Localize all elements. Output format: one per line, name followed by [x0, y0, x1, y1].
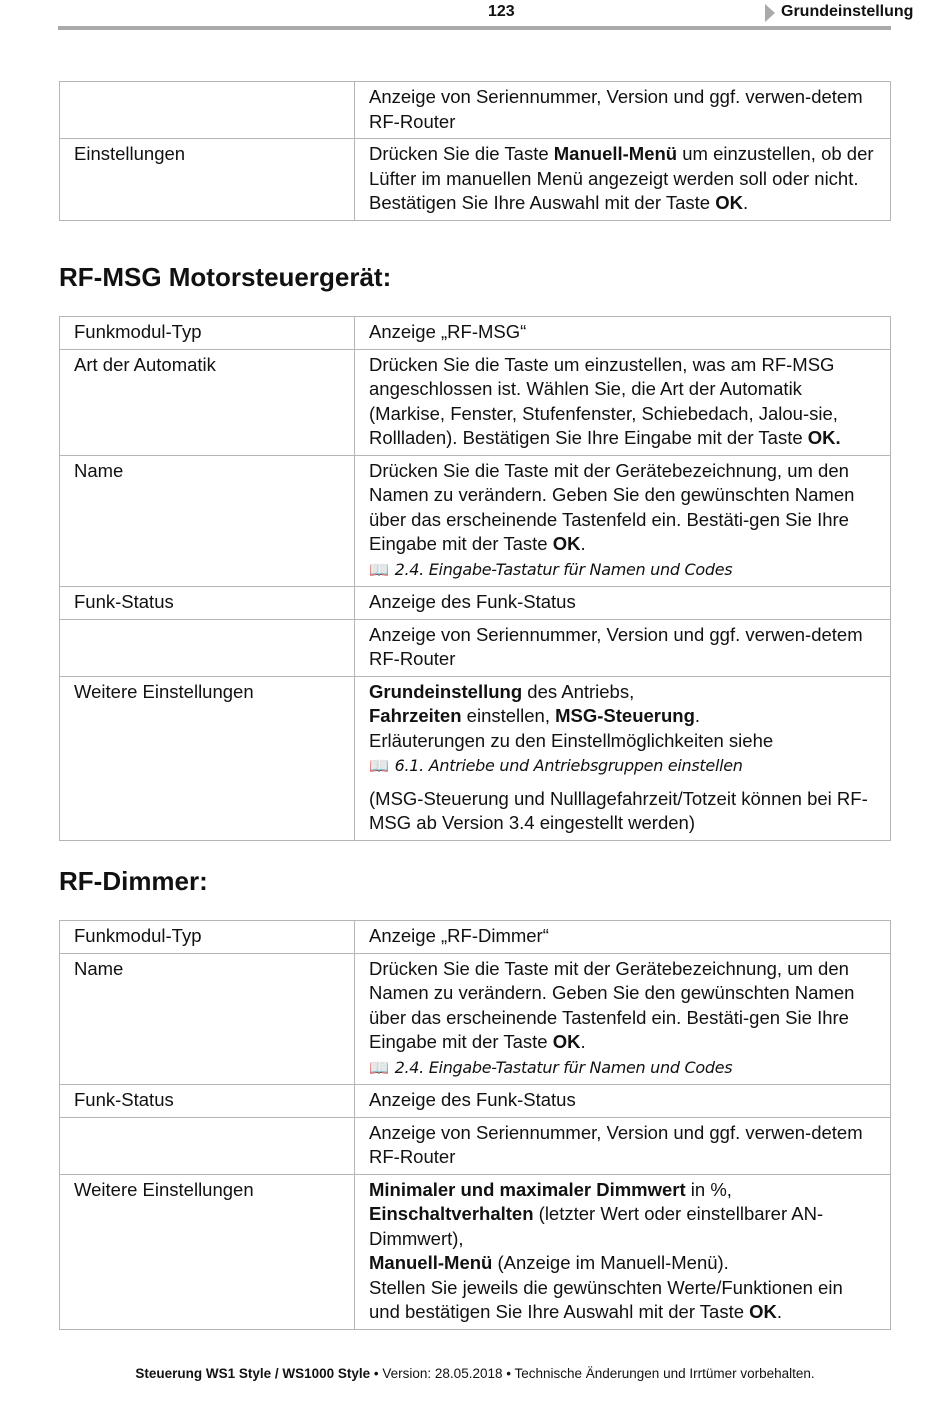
table-rf-msg — [59, 316, 891, 841]
term-manuell-menu: Manuell-Menü — [369, 1252, 493, 1273]
row-value: Anzeige des Funk-Status — [355, 1085, 891, 1118]
heading-rf-msg: RF-MSG Motorsteuergerät: — [59, 262, 392, 292]
row-label: Funkmodul-Typ — [60, 921, 355, 954]
table-row — [60, 1117, 891, 1174]
value-text: . — [694, 705, 701, 726]
row-value: Anzeige des Funk-Status — [355, 587, 891, 620]
book-icon: 📖 — [369, 756, 389, 775]
key-manuell-menu: Manuell-Menü — [553, 143, 678, 164]
footer-product: Steuerung WS1 Style / WS1000 Style — [135, 1366, 371, 1381]
row-label: Funk-Status — [60, 587, 355, 620]
value-text: in %, — [685, 1178, 732, 1200]
value-text: einstellen, — [461, 705, 556, 726]
value-text: (Anzeige im Manuell-Menü). — [492, 1252, 729, 1273]
table-row — [60, 139, 891, 221]
table-top — [59, 81, 891, 221]
book-icon: 📖 — [369, 1057, 389, 1077]
section-title — [763, 3, 913, 21]
term-grundeinstellung: Grundeinstellung — [369, 680, 523, 702]
heading-rf-dimmer: RF-Dimmer: — [59, 866, 208, 896]
value-text: . — [776, 1301, 783, 1322]
value-text: . — [580, 1031, 586, 1052]
cross-reference[interactable] — [369, 560, 732, 579]
row-label — [60, 82, 355, 139]
value-text: . — [580, 533, 586, 554]
table-row — [60, 587, 891, 620]
table-row — [60, 349, 891, 455]
value-text: . — [742, 192, 749, 213]
row-value: Anzeige von Seriennummer, Version und ggf. verwen-detem RF-Router — [355, 619, 891, 676]
value-text: Drücken Sie die Taste um einzustellen, was am RF-MSG angeschlossen ist. Wählen Sie, die Art der Automatik (Markise, Fenster, Stufenfenster, Schiebedach, Jalou-sie, Rollladen). Bestätigen Sie Ihre Eingabe mit der Taste — [369, 353, 838, 448]
cross-reference-text: 2.4. Eingabe-Tastatur für Namen und Codes — [394, 1057, 733, 1077]
row-label: Funkmodul-Typ — [60, 317, 355, 350]
row-label: Art der Automatik — [60, 349, 355, 455]
row-value — [355, 676, 891, 840]
table-row — [60, 619, 891, 676]
version-note: (MSG-Steuerung und Nulllagefahrzeit/Totzeit können bei RF-MSG ab Version 3.4 eingestellt werden) — [369, 787, 868, 833]
row-value — [355, 1174, 891, 1329]
key-ok: OK — [552, 533, 581, 554]
row-label: Weitere Einstellungen — [60, 676, 355, 840]
row-label — [60, 619, 355, 676]
term-dimmwert: Minimaler und maximaler Dimmwert — [369, 1178, 686, 1200]
row-label: Einstellungen — [60, 139, 355, 221]
table-row — [60, 921, 891, 954]
term-fahrzeiten: Fahrzeiten — [369, 705, 462, 726]
table-row — [60, 82, 891, 139]
cross-reference[interactable] — [369, 1058, 732, 1077]
page-footer — [0, 1366, 950, 1381]
row-value — [355, 139, 891, 221]
row-label: Name — [60, 953, 355, 1085]
value-text: Erläuterungen zu den Einstellmöglichkeiten siehe — [369, 729, 774, 751]
table-row — [60, 1085, 891, 1118]
section-title-text: Grundeinstellung — [781, 3, 914, 20]
value-text: (letzter Wert oder einstellbarer AN-Dimmwert), — [369, 1203, 824, 1249]
row-value — [355, 953, 891, 1085]
value-text: Drücken Sie die Taste — [369, 143, 554, 164]
table-rf-dimmer — [59, 920, 891, 1330]
key-ok: OK — [749, 1301, 777, 1322]
triangle-icon — [765, 4, 775, 22]
table-row — [60, 317, 891, 350]
page-number: 123 — [488, 3, 515, 20]
table-row — [60, 676, 891, 840]
key-ok: OK — [552, 1031, 581, 1052]
row-value — [355, 349, 891, 455]
row-label: Weitere Einstellungen — [60, 1174, 355, 1329]
value-text: Drücken Sie die Taste mit der Gerätebezeichnung, um den Namen zu verändern. Geben Sie den gewünschten Namen über das erscheinende Tastenfeld ein. Bestäti-gen Sie Ihre Eingabe mit der Taste — [369, 957, 855, 1052]
key-ok: OK. — [807, 427, 841, 448]
value-text: Stellen Sie jeweils die gewünschten Werte/Funktionen ein und bestätigen Sie Ihre Auswahl mit der Taste — [369, 1276, 843, 1322]
row-value: Anzeige „RF-MSG“ — [355, 317, 891, 350]
row-value: Anzeige „RF-Dimmer“ — [355, 921, 891, 954]
row-label — [60, 1117, 355, 1174]
table-row — [60, 953, 891, 1085]
row-label: Funk-Status — [60, 1085, 355, 1118]
row-label: Name — [60, 455, 355, 587]
row-value — [355, 455, 891, 587]
table-row — [60, 1174, 891, 1329]
value-text: Drücken Sie die Taste mit der Gerätebezeichnung, um den Namen zu verändern. Geben Sie den gewünschten Namen über das erscheinende Tastenfeld ein. Bestäti-gen Sie Ihre Eingabe mit der Taste — [369, 459, 855, 554]
table-row — [60, 455, 891, 587]
term-msg-steuerung: MSG-Steuerung — [555, 705, 695, 726]
page-header — [58, 0, 914, 30]
row-value: Anzeige von Seriennummer, Version und ggf. verwen-detem RF-Router — [355, 82, 891, 139]
value-text: um einzustellen, ob der Lüfter im manuellen Menü angezeigt werden soll oder nicht. Bestätigen Sie Ihre Auswahl mit der Taste — [369, 143, 874, 213]
cross-reference-text: 6.1. Antriebe und Antriebsgruppen einstellen — [394, 756, 743, 775]
cross-reference[interactable] — [369, 756, 743, 775]
value-text: des Antriebs, — [522, 680, 635, 702]
book-icon: 📖 — [369, 559, 389, 579]
row-value: Anzeige von Seriennummer, Version und ggf. verwen-detem RF-Router — [355, 1117, 891, 1174]
cross-reference-text: 2.4. Eingabe-Tastatur für Namen und Codes — [394, 559, 733, 579]
key-ok: OK — [715, 192, 743, 213]
term-einschaltverhalten: Einschaltverhalten — [369, 1203, 534, 1224]
footer-text: • Version: 28.05.2018 • Technische Änderungen und Irrtümer vorbehalten. — [370, 1366, 815, 1381]
